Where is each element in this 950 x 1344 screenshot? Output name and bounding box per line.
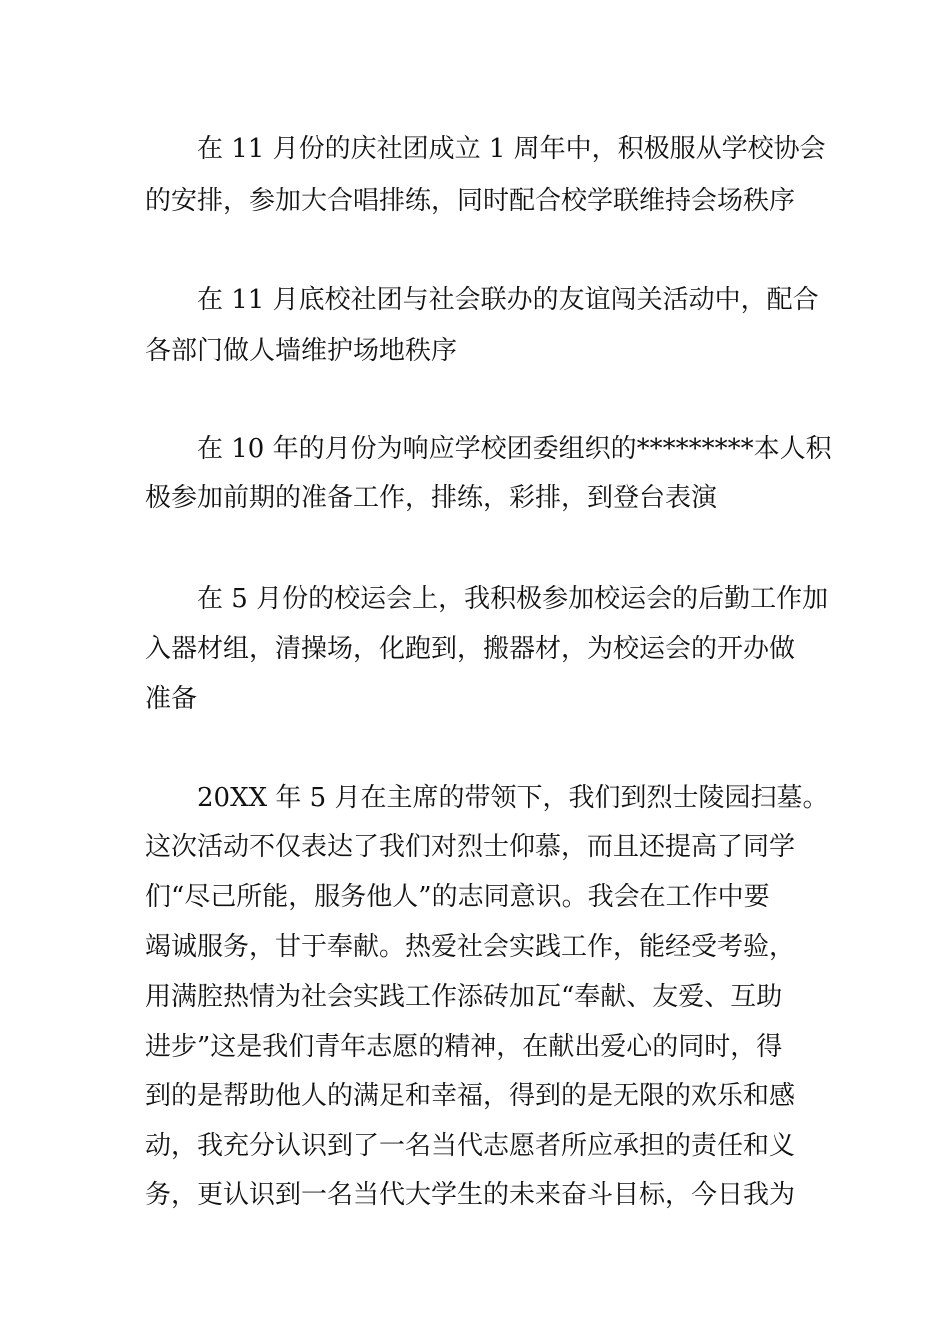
text-line: 竭诚服务，甘于奉献。热爱社会实践工作，能经受考验， (145, 932, 796, 962)
text-line: 的安排，参加大合唱排练，同时配合校学联维持会场秩序 (145, 186, 796, 216)
text-line: 动，我充分认识到了一名当代志愿者所应承担的责任和义 (145, 1131, 796, 1161)
text-line: 在 11 月底校社团与社会联办的友谊闯关活动中，配合 (197, 285, 819, 315)
text-line: 极参加前期的准备工作，排练，彩排，到登台表演 (145, 483, 718, 513)
text-line: 务，更认识到一名当代大学生的未来奋斗目标，今日我为 (145, 1180, 796, 1210)
text-line: 在 10 年的月份为响应学校团委组织的*********本人积 (197, 434, 832, 464)
text-line: 在 5 月份的校运会上，我积极参加校运会的后勤工作加 (197, 584, 829, 614)
text-line: 进步”这是我们青年志愿的精神，在献出爱心的同时，得 (145, 1032, 783, 1062)
text-line: 入器材组，清操场，化跑到，搬器材，为校运会的开办做 (145, 634, 796, 664)
text-line: 到的是帮助他人的满足和幸福，得到的是无限的欢乐和感 (145, 1081, 796, 1111)
text-line: 20XX 年 5 月在主席的带领下，我们到烈士陵园扫墓。 (197, 783, 829, 813)
text-line: 这次活动不仅表达了我们对烈士仰慕，而且还提高了同学 (145, 832, 796, 862)
text-line: 准备 (145, 684, 198, 714)
text-line: 们“尽己所能，服务他人”的志同意识。我会在工作中要 (145, 882, 770, 912)
text-line: 用满腔热情为社会实践工作添砖加瓦“奉献、友爱、互助 (145, 982, 783, 1012)
text-line: 各部门做人墙维护场地秩序 (145, 336, 458, 366)
text-line: 在 11 月份的庆社团成立 1 周年中，积极服从学校协会 (197, 134, 826, 164)
